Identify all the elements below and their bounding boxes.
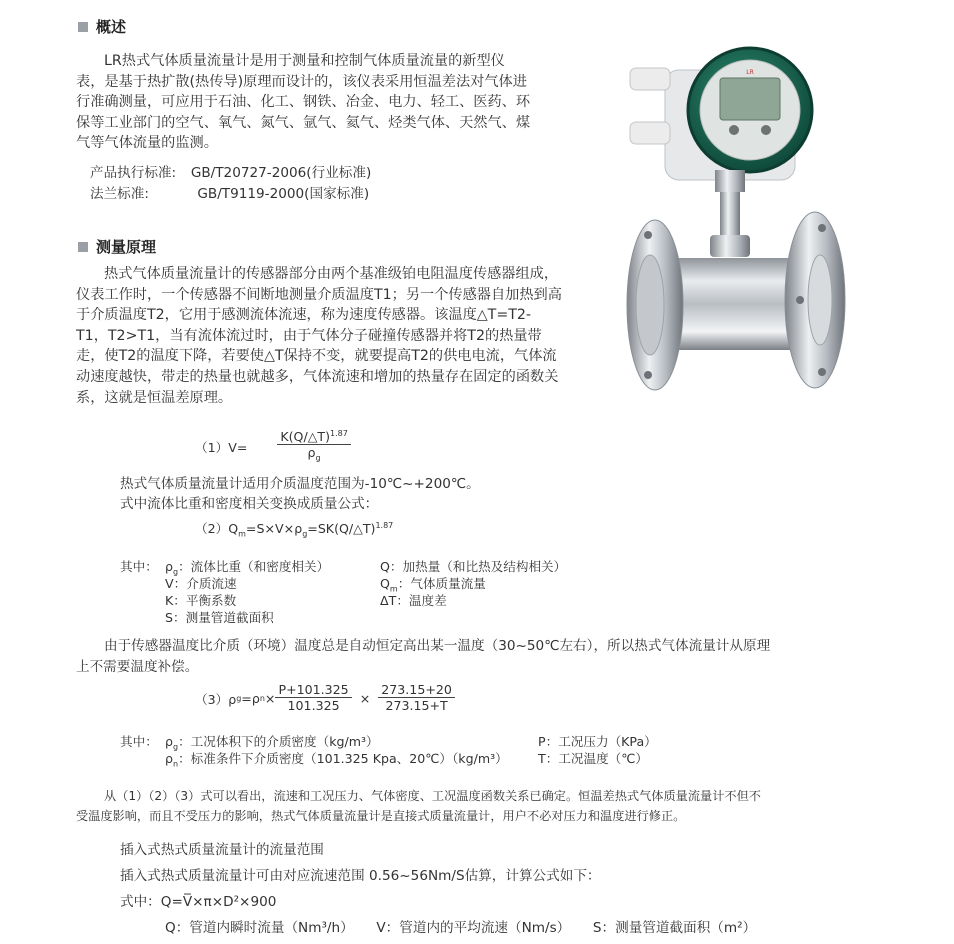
def-item: $Q_m$：气体质量流量 <box>380 576 486 594</box>
temp-range: 热式气体质量流量计适用介质温度范围为-10℃~+200℃。 <box>120 476 480 492</box>
note-paragraph <box>76 636 770 678</box>
insertion-desc: 插入式热式质量流量计可由对应流速范围 0.56~56Nm/S估算，计算公式如下： <box>120 868 601 884</box>
note-line: 上不需要温度补偿。 <box>76 659 199 675</box>
where-label: 其中： <box>120 559 158 574</box>
def3-item: P：工况压力（KPa） <box>538 734 657 749</box>
conclusion-line: 从（1）（2）（3）式可以看出，流速和工况压力、气体密度、工况温度函数关系已确定。恒温差热式气体质量流量计不但不 <box>104 789 761 803</box>
overview-heading: 概述 <box>78 16 126 37</box>
conclusion-paragraph <box>76 786 761 826</box>
principle-line: 仪表工作时，一个传感器不间断地测量介质温度T1；另一个传感器自加热到高 <box>76 286 562 303</box>
conversion-intro: 式中流体比重和密度相关变换成质量公式： <box>120 496 379 512</box>
def-item: V：介质流速 <box>165 576 237 591</box>
overview-line: LR热式气体质量流量计是用于测量和控制气体质量流量的新型仪 <box>104 53 505 69</box>
formula-3-fraction-1: $\frac{P+101.325}{101.325}$ <box>275 682 351 714</box>
principle-paragraph <box>76 264 606 408</box>
def3-item: $\rho_g$：工况体积下的介质密度（kg/m³） <box>165 734 379 752</box>
formula-3-fraction-2: $\frac{273.15+20}{273.15+T}$ <box>378 682 455 714</box>
insertion-legend: Q：管道内瞬时流量（Nm³/h） V：管道内的平均流速（Nm/s） S：测量管道截面积（m²） <box>165 920 757 936</box>
note-line: 由于传感器温度比介质（环境）温度总是自动恒定高出某一温度（30~50℃左右），所以热式气体流量计从原理 <box>104 638 771 654</box>
overview-line: 保等工业部门的空气、氧气、氮气、氩气、氦气、烃类气体、天然气、煤 <box>76 114 531 131</box>
principle-line: 走，使T2的温度下降，若要使△T保持不变，就要提高T2的供电电流，气体流 <box>76 348 557 365</box>
insertion-formula-row: 式中：Q=V̅×π×D²×900 <box>120 894 277 910</box>
formula-1-fraction: $\frac{K(Q/\triangle T)^{1.87}}{\rho_g}$ <box>277 426 350 467</box>
formula-1: （1）V= $\frac{K(Q/\triangle T)^{1.87}}{\rho_g}$ <box>195 426 351 467</box>
principle-line: 系，这就是恒温差原理。 <box>76 389 233 406</box>
standard-product: 产品执行标准: GB/T20727-2006(行业标准) <box>90 165 372 181</box>
heading-square-icon <box>78 242 88 252</box>
where-label: 其中： <box>120 734 158 749</box>
conclusion-line: 受温度影响，而且不受压力的影响，热式气体质量流量计是直接式质量流量计，用户不必对压力和温度进行修正。 <box>76 809 686 823</box>
principle-heading: 测量原理 <box>78 236 156 257</box>
heading-square-icon <box>78 22 88 32</box>
principle-line: 热式气体质量流量计的传感器部分由两个基准级铂电阻温度传感器组成， <box>104 266 559 282</box>
insertion-title: 插入式热式质量流量计的流量范围 <box>120 842 324 858</box>
formula-2: $(2)Q_m=S\times V\times\rho_g=SK(Q/\triangle T)^{1.87}$ <box>195 520 394 539</box>
def-item: K：平衡系数 <box>165 593 237 608</box>
principle-line: 动速度越快，带走的热量也就越多，气体流速和增加的热量存在固定的函数关 <box>76 368 559 385</box>
principle-line: 于介质温度T2，它用于感测流体流速，称为速度传感器。该温度△T=T2- <box>76 307 532 324</box>
standard-flange: 法兰标准: GB/T9119-2000(国家标准) <box>90 186 370 202</box>
def-item: ΔT：温度差 <box>380 593 447 608</box>
principle-line: T1，T2>T1，当有流体流过时，由于气体分子碰撞传感器并将T2的热量带 <box>76 327 542 344</box>
def-item: S：测量管道截面积 <box>165 610 274 625</box>
overview-line: 气等气体流量的监测。 <box>76 135 218 152</box>
svg-text:LR: LR <box>746 69 754 76</box>
overview-line: 行准确测量，可应用于石油、化工、钢铁、冶金、电力、轻工、医药、环 <box>76 94 531 111</box>
def3-item: $\rho_n$：标准条件下介质密度（101.325 Kpa、20℃）（kg/m³） <box>165 751 508 769</box>
overview-line: 表，是基于热扩散(热传导)原理而设计的，该仪表采用恒温差法对气体进 <box>76 73 527 90</box>
overview-paragraph <box>76 51 576 154</box>
def3-item: T：工况温度（℃） <box>538 751 649 766</box>
formula-3: （3）ρ g =ρ n × $\frac{P+101.325}{101.325}$ × $\frac{273.15+20}{273.15+T}$ <box>195 682 455 714</box>
gas-flowmeter-image <box>610 30 860 470</box>
def-item: Q：加热量（和比热及结构相关） <box>380 559 567 574</box>
def-item: $\rho_g$：流体比重（和密度相关） <box>165 559 330 577</box>
